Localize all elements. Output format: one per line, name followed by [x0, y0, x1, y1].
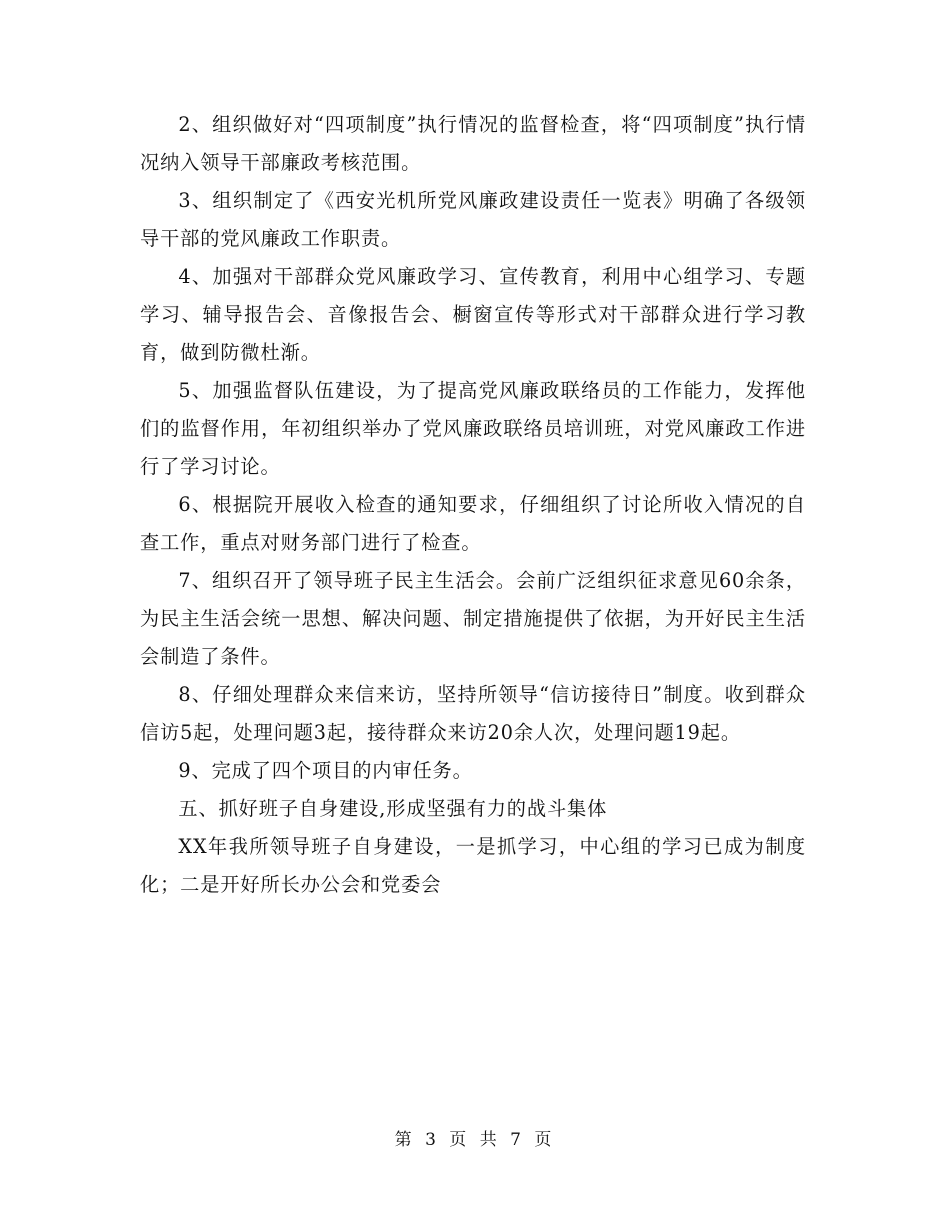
paragraph-item-4: 4、加强对干部群众党风廉政学习、宣传教育，利用中心组学习、专题学习、辅导报告会、音像报告会、橱窗宣传等形式对干部群众进行学习教育，做到防微杜渐。	[140, 265, 806, 364]
paragraph-item-5: 5、加强监督队伍建设，为了提高党风廉政联络员的工作能力，发挥他们的监督作用，年初组织举办了党风廉政联络员培训班，对党风廉政工作进行了学习讨论。	[140, 379, 806, 478]
paragraph-item-6: 6、根据院开展收入检查的通知要求，仔细组织了讨论所收入情况的自查工作，重点对财务部门进行了检查。	[140, 493, 806, 554]
paragraph-item-9: 9、完成了四个项目的内审任务。	[178, 759, 473, 782]
paragraph-item-3: 3、组织制定了《西安光机所党风廉政建设责任一览表》明确了各级领导干部的党风廉政工作职责。	[140, 189, 806, 250]
document-body	[140, 106, 806, 904]
paragraph-item-8: 8、仔细处理群众来信来访，坚持所领导“信访接待日”制度。收到群众信访5起，处理问题3起，接待群众来访20余人次，处理问题19起。	[140, 683, 806, 744]
paragraph-item-7: 7、组织召开了领导班子民主生活会。会前广泛组织征求意见60余条，为民主生活会统一思想、解决问题、制定措施提供了依据，为开好民主生活会制造了条件。	[140, 569, 806, 668]
paragraph-item-2: 2、组织做好对“四项制度”执行情况的监督检查，将“四项制度”执行情况纳入领导干部廉政考核范围。	[140, 113, 806, 174]
closing-paragraph: XX年我所领导班子自身建设，一是抓学习，中心组的学习已成为制度化；二是开好所长办公会和党委会	[140, 835, 806, 896]
page-number-footer: 第 3 页 共 7 页	[394, 1130, 556, 1150]
section-heading: 五、抓好班子自身建设,形成坚强有力的战斗集体	[178, 797, 608, 820]
